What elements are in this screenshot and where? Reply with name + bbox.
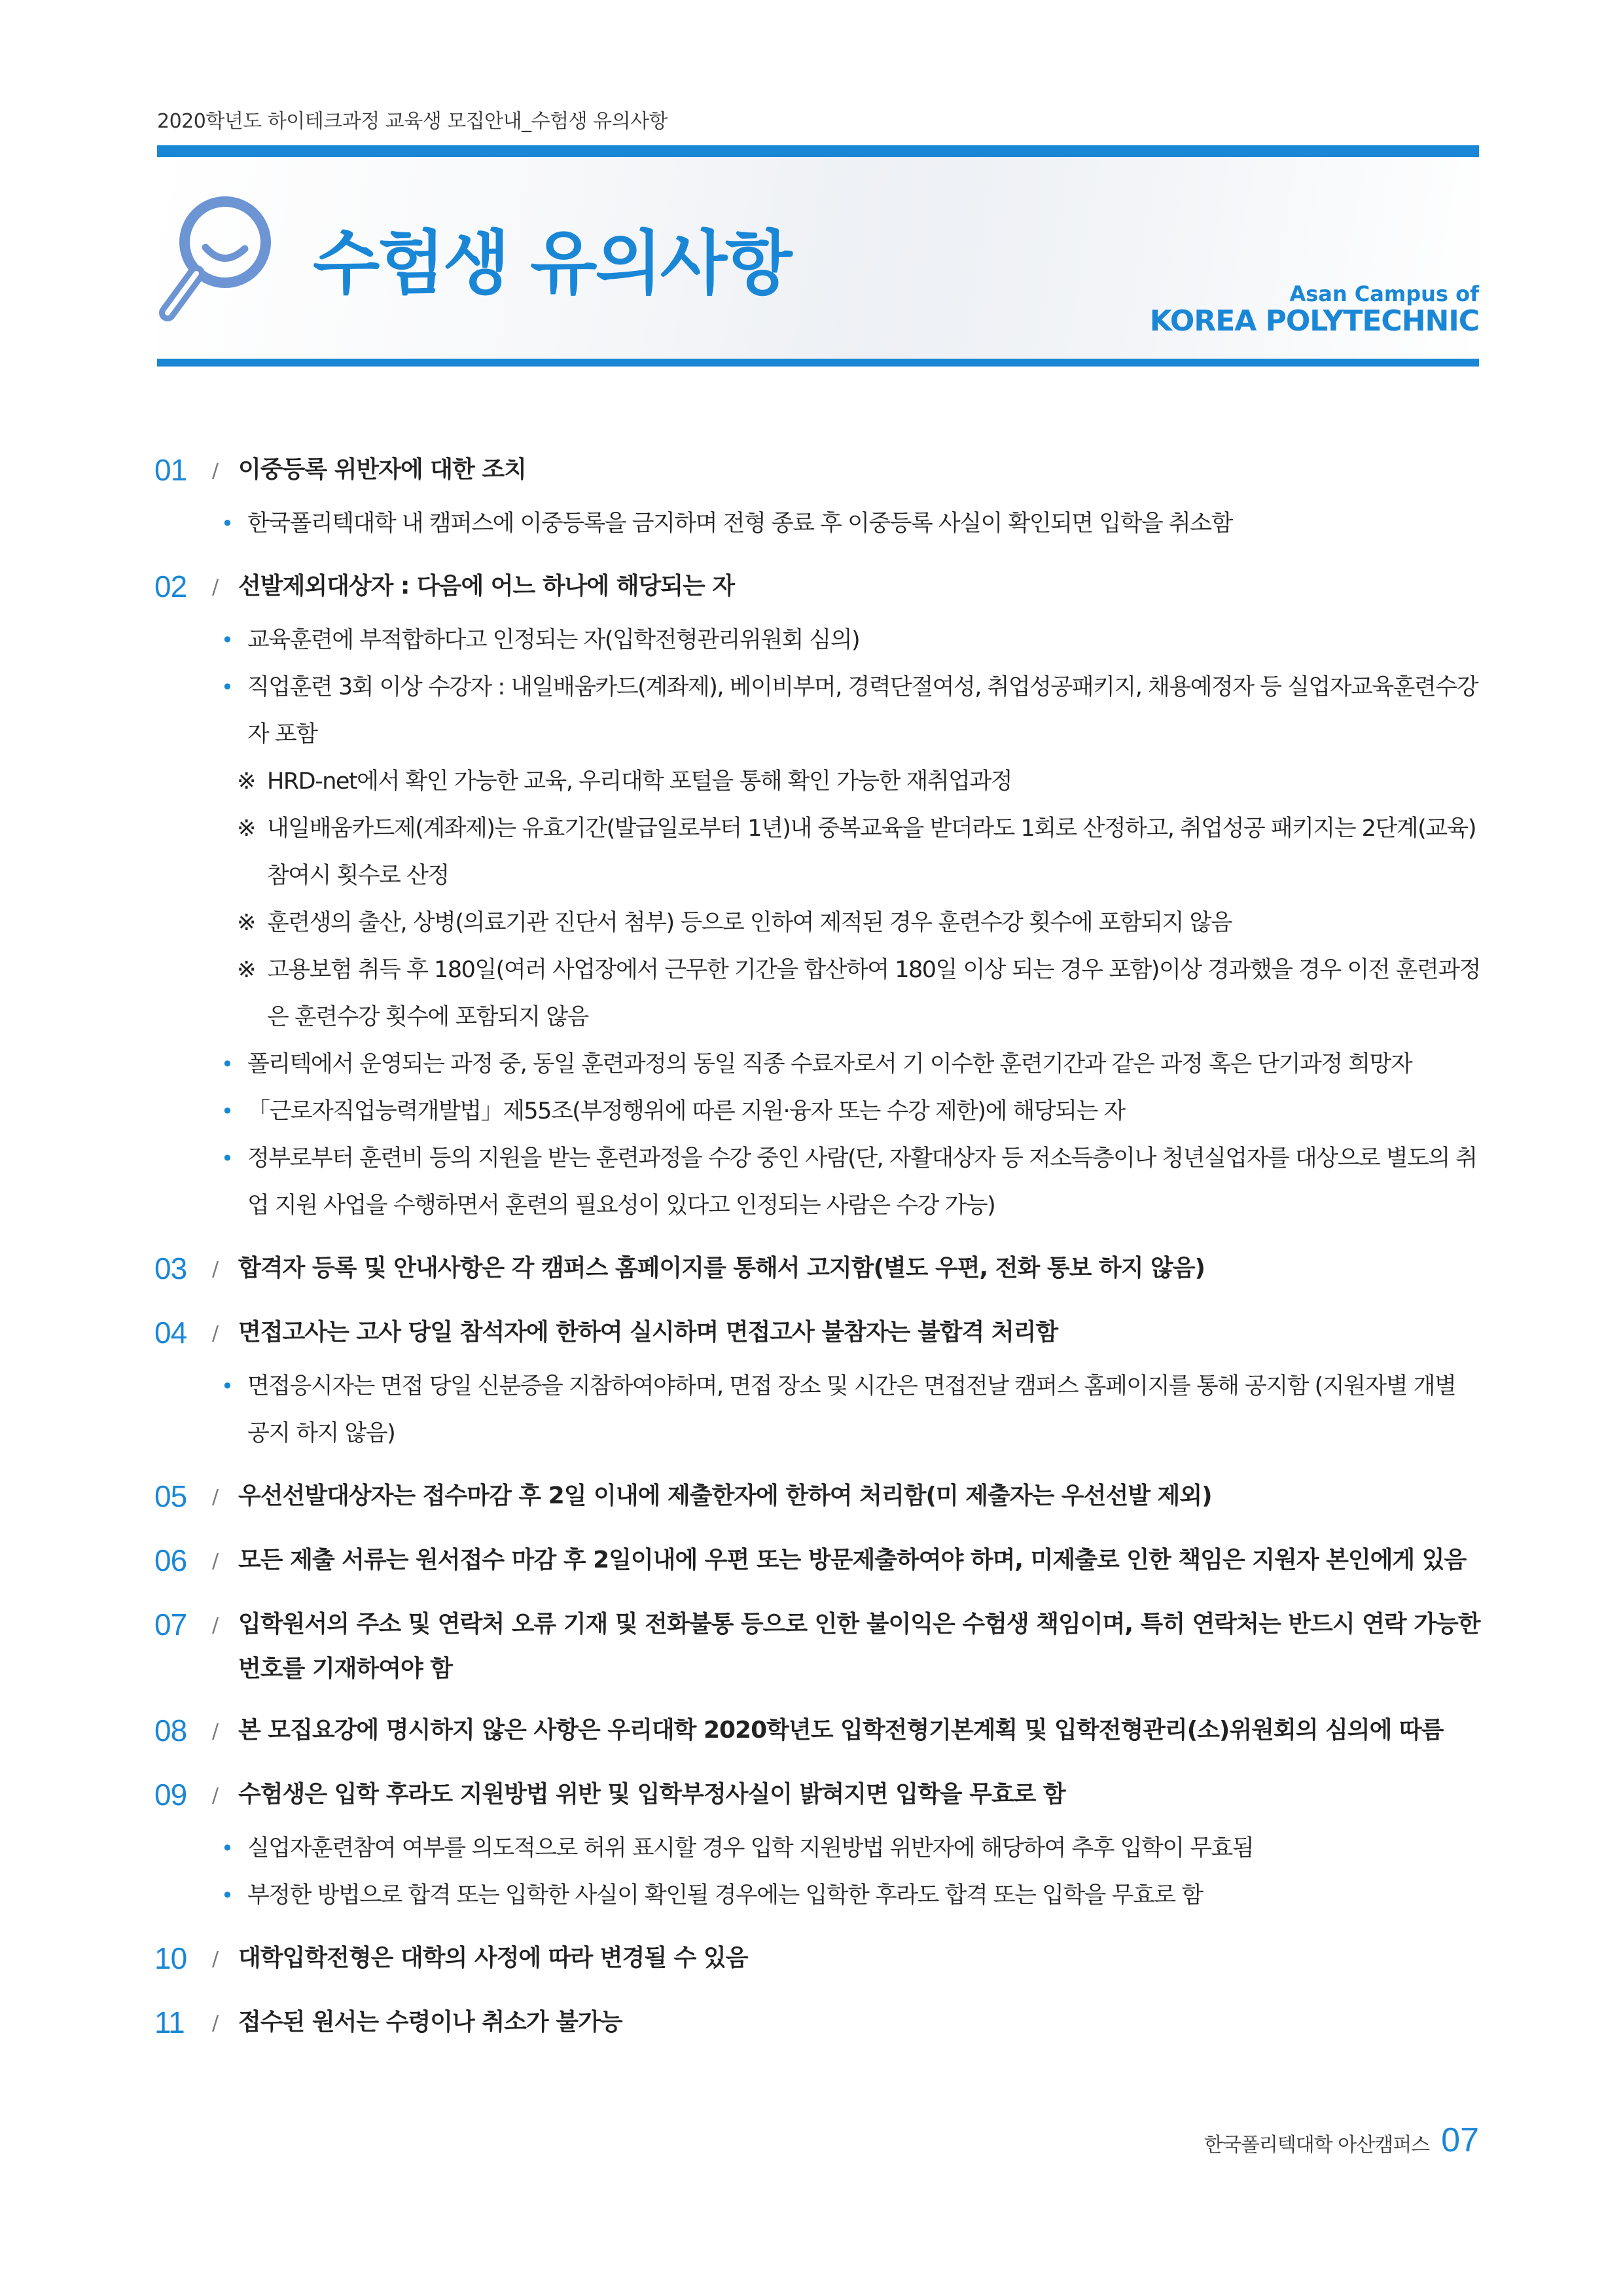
section-number: 02 [154, 569, 187, 603]
note-mark-icon: ※ [237, 957, 255, 983]
notice-list [154, 448, 1483, 2064]
slash-separator: / [212, 1948, 219, 1971]
slash-separator: / [212, 459, 219, 482]
magnifier-icon [154, 190, 279, 334]
list-item: • 직업훈련 3회 이상 수강자 : 내일배움카드(계좌제), 베이비부머, 경력단절여성, 취업성공패키지, 채용예정자 등 실업자교육훈련수강자 포함 [215, 664, 1483, 758]
section-title: 합격자 등록 및 안내사항은 각 캠퍼스 홈페이지를 통해서 고지함(별도 우편, 전화 통보 하지 않음) [238, 1255, 1205, 1282]
bullet-icon: • [221, 1374, 233, 1399]
section-01 [154, 448, 1483, 547]
bullet-icon: • [221, 1099, 233, 1124]
bullet-icon: • [221, 1146, 233, 1171]
running-header: 2020학년도 하이테크과정 교육생 모집안내_수험생 유의사항 [157, 110, 668, 133]
note-item: ※ 고용보험 취득 후 180일(여러 사업장에서 근무한 기간을 합산하여 180일 이상 되는 경우 포함)이상 경과했을 경우 이전 훈련과정은 훈련수강 횟수에 포함되지 않음 [237, 946, 1483, 1041]
section-04 [154, 1310, 1483, 1457]
bullet-icon: • [221, 1052, 233, 1077]
list-item: • 실업자훈련참여 여부를 의도적으로 허위 표시할 경우 입학 지원방법 위반자에 해당하여 추후 입학이 무효됨 [215, 1825, 1483, 1872]
section-number: 05 [154, 1479, 187, 1513]
footer-campus: 한국폴리텍대학 아산캠퍼스 [1204, 2134, 1430, 2157]
section-number: 06 [154, 1543, 187, 1577]
slash-separator: / [212, 1258, 219, 1281]
section-title: 모든 제출 서류는 원서접수 마감 후 2일이내에 우편 또는 방문제출하여야 하며, 미제출로 인한 책임은 지원자 본인에게 있음 [238, 1547, 1467, 1573]
bullet-icon: • [221, 1836, 233, 1861]
list-item: • 「근로자직업능력개발법」제55조(부정행위에 따른 지원·융자 또는 수강 제한)에 해당되는 자 [215, 1088, 1483, 1135]
note-mark-icon: ※ [237, 816, 255, 842]
slash-separator: / [212, 1784, 219, 1807]
section-number: 10 [154, 1941, 187, 1975]
brand-line2: KOREA POLYTECHNIC [1149, 304, 1479, 338]
note-item: ※ 훈련생의 출산, 상병(의료기관 진단서 첨부) 등으로 인하여 제적된 경우 훈련수강 횟수에 포함되지 않음 [237, 899, 1483, 946]
note-mark-icon: ※ [237, 768, 255, 795]
section-number: 03 [154, 1251, 187, 1285]
slash-separator: / [212, 576, 219, 599]
slash-separator: / [212, 1614, 219, 1637]
section-title: 대학입학전형은 대학의 사정에 따라 변경될 수 있음 [238, 1945, 748, 1971]
slash-separator: / [212, 1720, 219, 1743]
section-title: 이중등록 위반자에 대한 조치 [238, 456, 526, 483]
section-title: 수험생은 입학 후라도 지원방법 위반 및 입학부정사실이 밝혀지면 입학을 무효로 함 [238, 1781, 1065, 1808]
list-item: • 교육훈련에 부적합하다고 인정되는 자(입학전형관리위원회 심의) [215, 617, 1483, 664]
section-number: 09 [154, 1778, 187, 1812]
page-title: 수험생 유의사항 [313, 223, 791, 304]
section-title: 면접고사는 고사 당일 참석자에 한하여 실시하며 면접고사 불참자는 불합격 처리함 [238, 1319, 1058, 1346]
bottom-rule [157, 359, 1479, 367]
list-item: • 정부로부터 훈련비 등의 지원을 받는 훈련과정을 수강 중인 사람(단, 자활대상자 등 저소득층이나 청년실업자를 대상으로 별도의 취업 지원 사업을 수행하면서 훈련의 필요성이 있다고 인정되는 사람은 수강 가능) [215, 1135, 1483, 1229]
brand-line1: Asan Campus of [1289, 281, 1479, 306]
page-footer [1204, 2121, 1479, 2160]
section-05 [154, 1474, 1483, 1521]
section-title: 입학원서의 주소 및 연락처 오류 기재 및 전화불통 등으로 인한 불이익은 수험생 책임이며, 특히 연락처는 반드시 연락 가능한 번호를 기재하여야 함 [238, 1611, 1480, 1682]
slash-separator: / [212, 1550, 219, 1573]
section-title: 본 모집요강에 명시하지 않은 사항은 우리대학 2020학년도 입학전형기본계획 및 입학전형관리(소)위원회의 심의에 따름 [238, 1717, 1444, 1744]
section-title: 선발제외대상자 : 다음에 어느 하나에 해당되는 자 [238, 573, 735, 600]
note-mark-icon: ※ [237, 910, 255, 936]
section-number: 11 [154, 2005, 185, 2039]
slash-separator: / [212, 1322, 219, 1345]
bullet-icon: • [221, 511, 233, 536]
bullet-icon: • [221, 675, 233, 700]
section-number: 04 [154, 1316, 187, 1350]
section-07 [154, 1602, 1483, 1691]
section-title: 접수된 원서는 수령이나 취소가 불가능 [238, 2009, 622, 2036]
section-06 [154, 1538, 1483, 1585]
bullet-icon: • [221, 628, 233, 653]
slash-separator: / [212, 2012, 219, 2035]
list-item: • 한국폴리텍대학 내 캠퍼스에 이중등록을 금지하며 전형 종료 후 이중등록 사실이 확인되면 입학을 취소함 [215, 500, 1483, 547]
slash-separator: / [212, 1486, 219, 1509]
section-number: 01 [154, 453, 187, 487]
section-08 [154, 1708, 1483, 1755]
section-10 [154, 1936, 1483, 1983]
list-item: • 면접응시자는 면접 당일 신분증을 지참하여야하며, 면접 장소 및 시간은 면접전날 캠퍼스 홈페이지를 통해 공지함 (지원자별 개별 공지 하지 않음) [215, 1363, 1483, 1457]
list-item: • 부정한 방법으로 합격 또는 입학한 사실이 확인될 경우에는 입학한 후라도 합격 또는 입학을 무효로 함 [215, 1872, 1483, 1919]
section-title: 우선선발대상자는 접수마감 후 2일 이내에 제출한자에 한하여 처리함(미 제출자는 우선선발 제외) [238, 1482, 1212, 1509]
section-11 [154, 2000, 1483, 2047]
section-number: 07 [154, 1607, 187, 1641]
list-item: • 폴리텍에서 운영되는 과정 중, 동일 훈련과정의 동일 직종 수료자로서 기 이수한 훈련기간과 같은 과정 혹은 단기과정 희망자 [215, 1041, 1483, 1088]
section-09 [154, 1772, 1483, 1919]
section-number: 08 [154, 1713, 187, 1748]
note-item: ※ HRD-net에서 확인 가능한 교육, 우리대학 포털을 통해 확인 가능한 재취업과정 [237, 758, 1483, 805]
brand-logo [1150, 283, 1479, 338]
section-02 [154, 564, 1483, 1229]
note-item: ※ 내일배움카드제(계좌제)는 유효기간(발급일로부터 1년)내 중복교육을 받더라도 1회로 산정하고, 취업성공 패키지는 2단계(교육)참여시 횟수로 산정 [237, 805, 1483, 899]
top-rule [157, 145, 1479, 157]
bullet-icon: • [221, 1883, 233, 1908]
section-03 [154, 1246, 1483, 1293]
page-number: 07 [1441, 2121, 1479, 2159]
